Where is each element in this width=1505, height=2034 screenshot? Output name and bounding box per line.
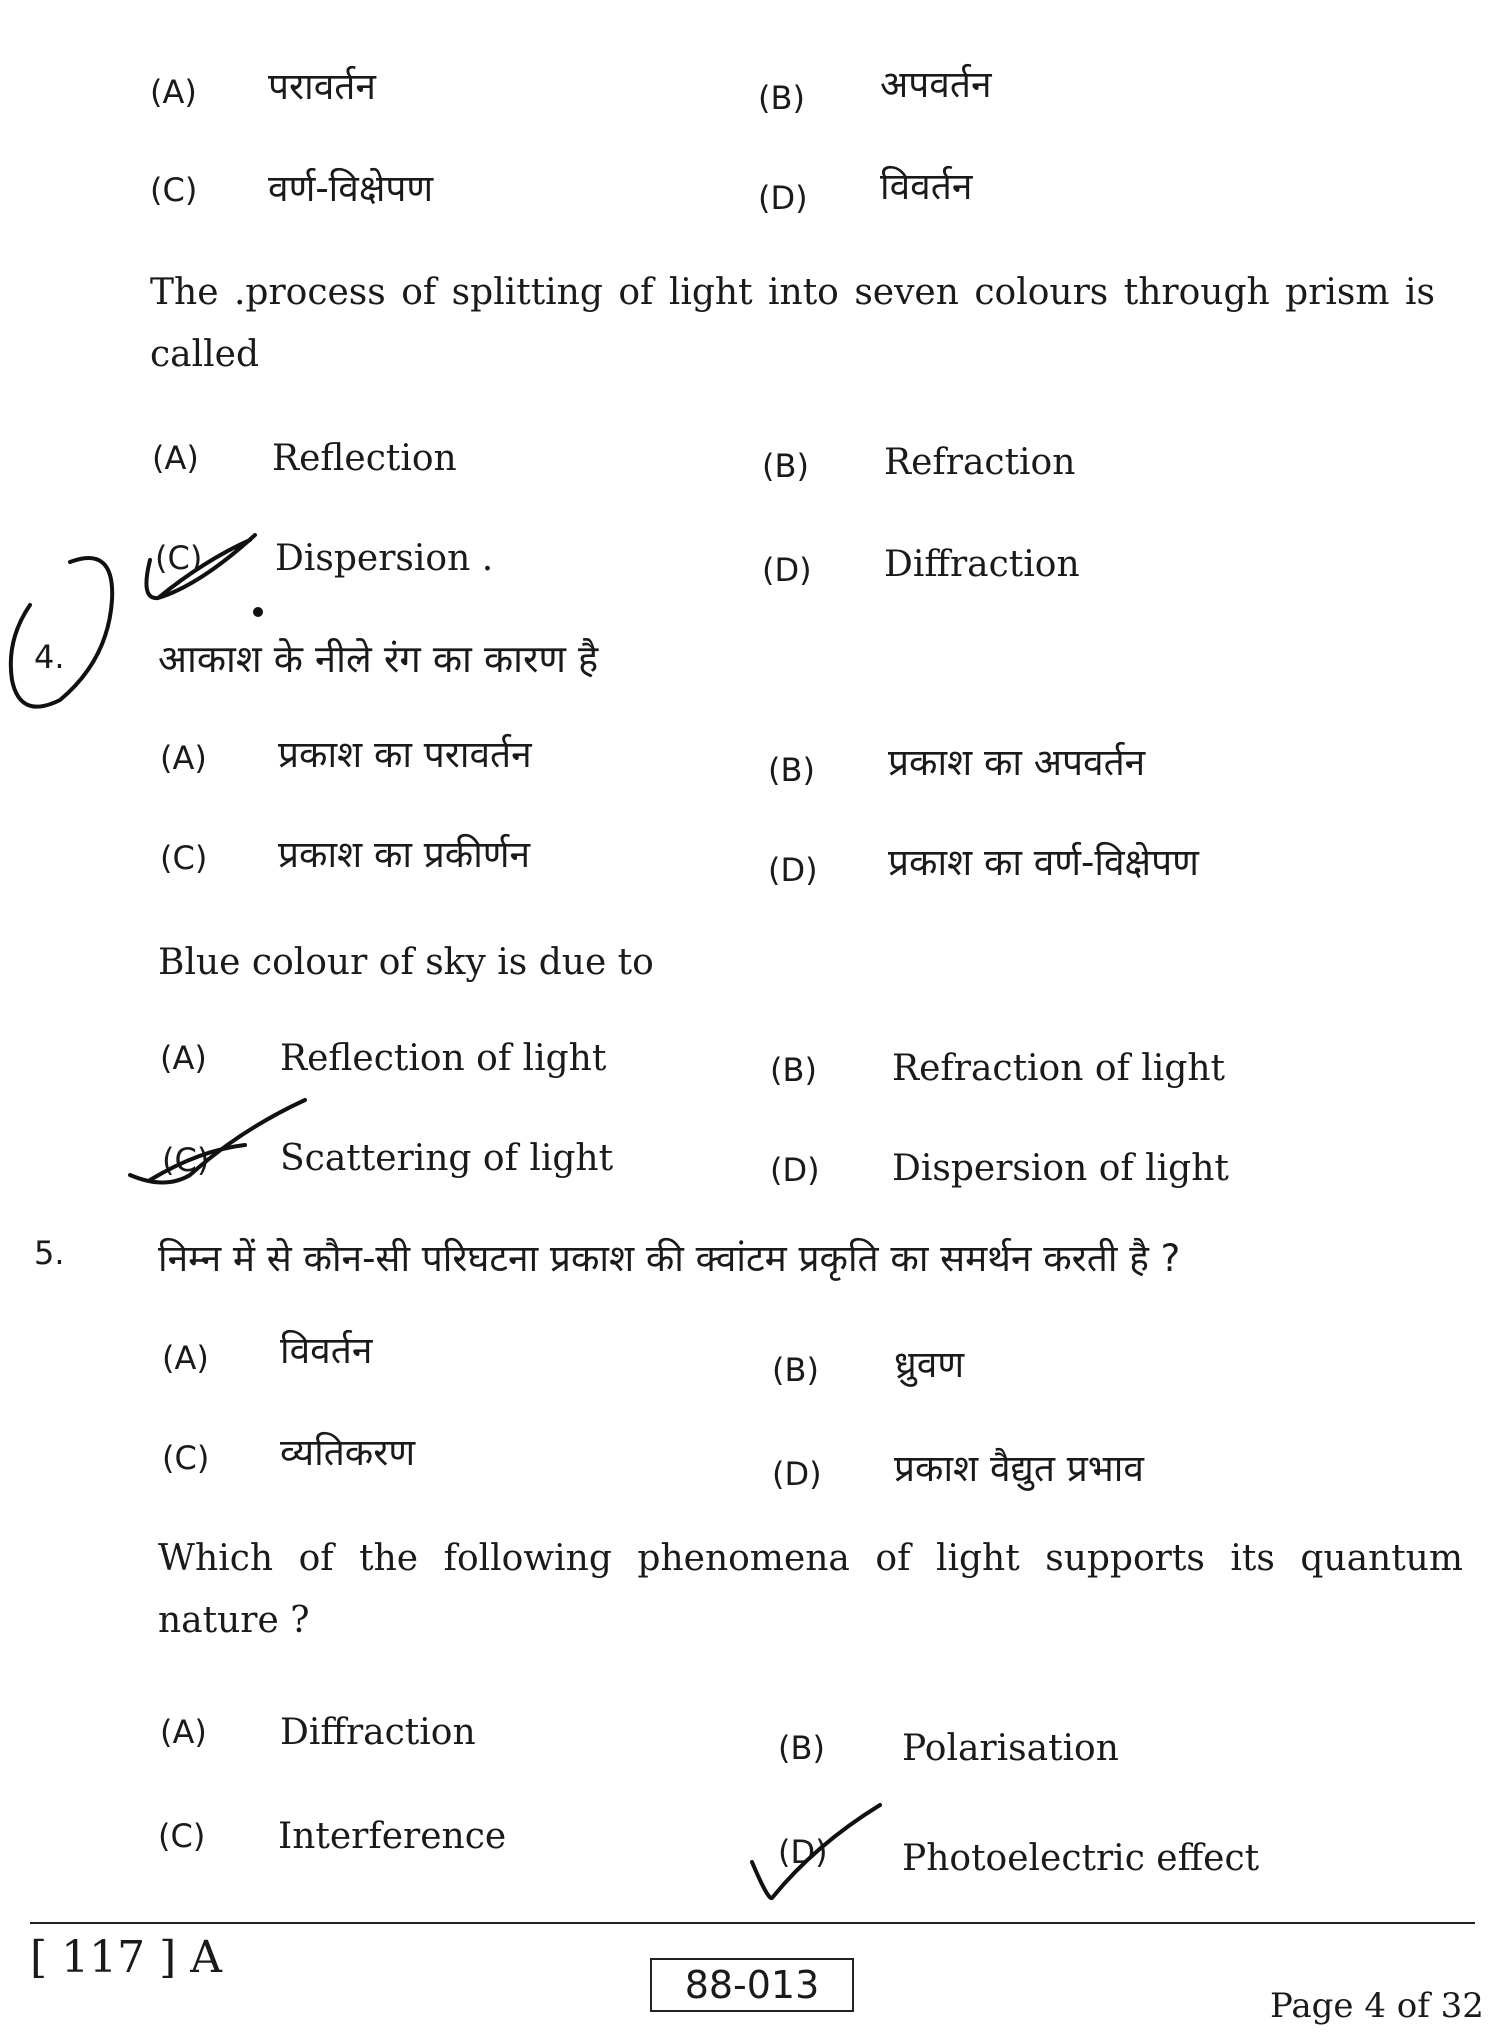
q4-circle-mark-icon (11, 558, 112, 707)
q3-en-option-c-text: Dispersion . (275, 538, 494, 579)
q3-hi-option-b-text: अपवर्तन (880, 63, 992, 106)
q4-en-option-d-text: Dispersion of light (892, 1148, 1229, 1189)
q4-hi-option-b-text: प्रकाश का अपवर्तन (888, 741, 1146, 784)
footer-set-code: [ 117 ] A (30, 1932, 223, 1983)
q4-en-option-c-label: (C) (162, 1141, 210, 1179)
q3-en-option-b-label: (B) (762, 447, 809, 485)
q3-hi-option-a-text: परावर्तन (268, 65, 376, 108)
q4-tick-mark-icon (130, 1100, 305, 1183)
q5-hi-option-a-text: विवर्तन (280, 1329, 373, 1372)
q3-hi-option-a-label: (A) (150, 73, 197, 111)
q4-hi-option-c-label: (C) (160, 839, 208, 877)
q5-hi-option-d-label: (D) (772, 1455, 822, 1493)
q3-en-option-d-label: (D) (762, 551, 812, 589)
footer-page-number: Page 4 of 32 (1270, 1986, 1484, 2026)
q3-hi-option-c-text: वर्ण-विक्षेपण (268, 167, 434, 210)
q5-hi-option-c-label: (C) (162, 1439, 210, 1477)
q5-hi-option-b-label: (B) (772, 1351, 819, 1389)
q5-en-option-b-label: (B) (778, 1729, 825, 1767)
q5-tick-mark-icon (752, 1805, 880, 1898)
q5-en-option-d-text: Photoelectric effect (902, 1838, 1260, 1879)
footer-paper-code: 88-013 (650, 1958, 854, 2012)
q3-tick-mark-icon (146, 535, 255, 598)
q4-hi-option-c-text: प्रकाश का प्रकीर्णन (278, 833, 531, 876)
q4-en-option-b-text: Refraction of light (892, 1048, 1226, 1089)
q4-hi-option-d-text: प्रकाश का वर्ण-विक्षेपण (888, 841, 1199, 884)
q4-hi-option-b-label: (B) (768, 751, 815, 789)
q5-hi-option-a-label: (A) (162, 1339, 209, 1377)
q4-number: 4. (34, 638, 65, 676)
q4-en-option-c-text: Scattering of light (280, 1138, 614, 1179)
q3-hi-option-b-label: (B) (758, 79, 805, 117)
q3-hi-option-d-text: विवर्तन (880, 165, 973, 208)
q5-en-option-c-text: Interference (278, 1816, 507, 1857)
q3-en-option-b-text: Refraction (884, 442, 1076, 483)
q5-en-option-c-label: (C) (158, 1817, 206, 1855)
q5-hi-option-d-text: प्रकाश वैद्युत प्रभाव (894, 1447, 1144, 1490)
q5-hi-option-c-text: व्यतिकरण (280, 1431, 416, 1474)
q4-hi-option-a-label: (A) (160, 739, 207, 777)
q3-hi-option-c-label: (C) (150, 171, 198, 209)
q3-en-option-d-text: Diffraction (884, 544, 1080, 585)
q3-hi-option-d-label: (D) (758, 179, 808, 217)
q5-hindi-stem: निम्न में से कौन-सी परिघटना प्रकाश की क्वांटम प्रकृति का समर्थन करती है ? (158, 1237, 1181, 1280)
q4-en-option-d-label: (D) (770, 1151, 820, 1189)
q5-hi-option-b-text: ध्रुवण (894, 1343, 965, 1386)
q4-hi-option-a-text: प्रकाश का परावर्तन (278, 733, 532, 776)
q5-en-option-a-text: Diffraction (280, 1712, 476, 1753)
q4-english-stem: Blue colour of sky is due to (158, 942, 654, 983)
q4-hi-option-d-label: (D) (768, 851, 818, 889)
q4-en-option-a-text: Reflection of light (280, 1038, 607, 1079)
q3-en-option-a-label: (A) (152, 439, 199, 477)
q4-en-option-a-label: (A) (160, 1039, 207, 1077)
q5-english-stem: Which of the following phenomena of light supports its quantum nature ? (158, 1538, 1463, 1641)
ink-dot-icon (255, 609, 261, 615)
q3-english-stem: The .process of splitting of light into seven colours through prism is called (150, 272, 1435, 375)
q5-en-option-b-text: Polarisation (902, 1728, 1119, 1769)
q3-en-option-a-text: Reflection (272, 438, 457, 479)
q5-en-option-a-label: (A) (160, 1713, 207, 1751)
q3-en-option-c-label: (C) (155, 539, 203, 577)
q5-number: 5. (34, 1234, 65, 1272)
q5-en-option-d-label: (D) (778, 1833, 828, 1871)
q4-en-option-b-label: (B) (770, 1051, 817, 1089)
q4-hindi-stem: आकाश के नीले रंग का कारण है (158, 637, 599, 681)
